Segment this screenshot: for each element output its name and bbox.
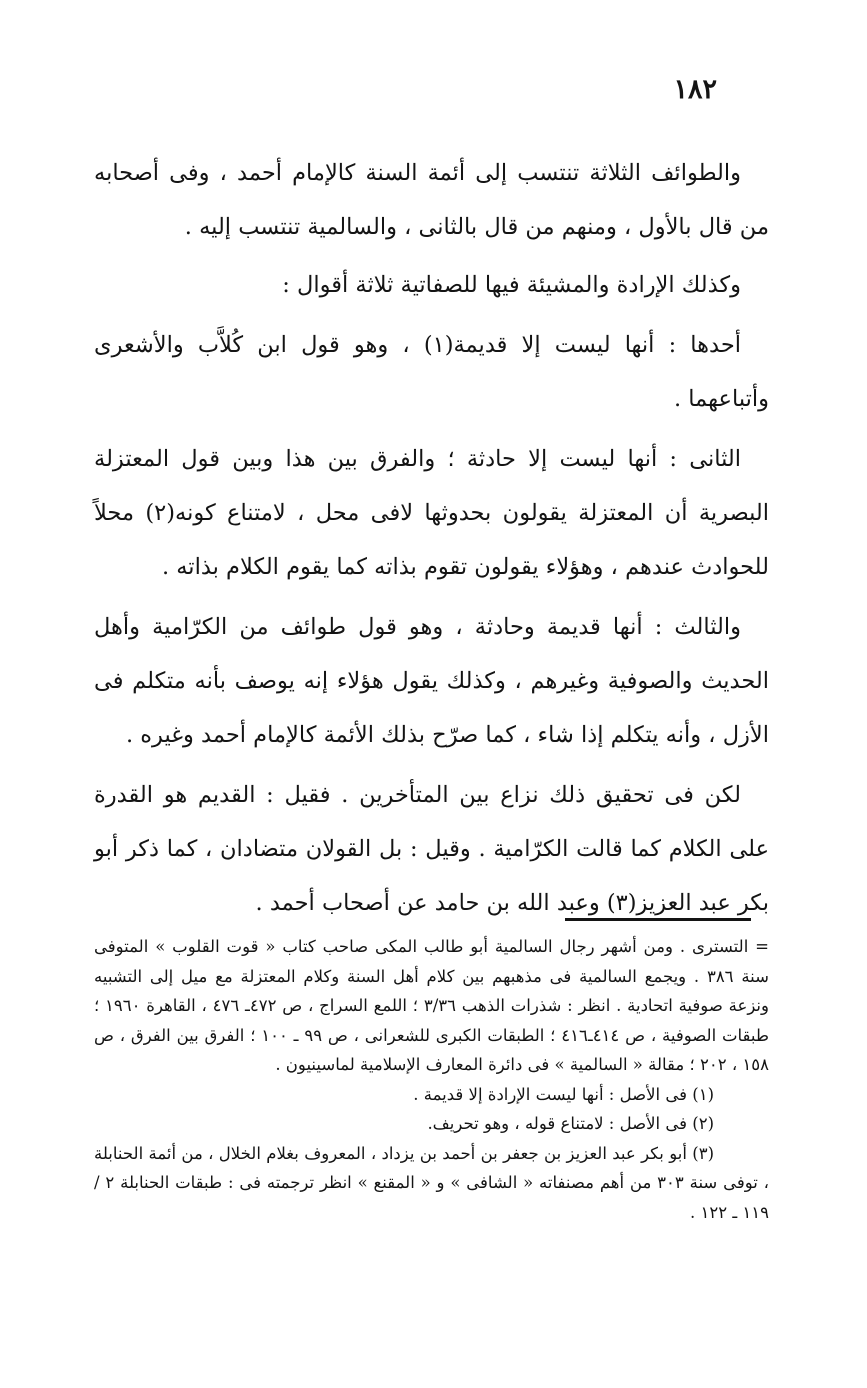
footnote-1: (١) فى الأصل : أنها ليست الإرادة إلا قديمة . — [413, 1084, 714, 1104]
paragraph-will-opinions: وكذلك الإرادة والمشيئة فيها للصفاتية ثلاثة أقوال : — [282, 272, 741, 298]
paragraph-third-opinion: والثالث : أنها قديمة وحادثة ، وهو قول طوائف من الكرّامية وأهل الحديث والصوفية وغيرهم ، وكذلك يقول هؤلاء إنه يوصف بأنه متكلم فى الأزل ، وأنه يتكلم إذا شاء ، كما صرّح بذلك الأئمة كالإمام أحمد وغيره . — [94, 614, 769, 748]
footnote-divider — [565, 918, 751, 921]
paragraph-sects: والطوائف الثلاثة تنتسب إلى أئمة السنة كالإمام أحمد ، وفى أصحابه من قال بالأول ، ومنهم من قال بالثانى ، والسالمية تنتسب إليه . — [94, 160, 769, 240]
paragraph-second-opinion: الثانى : أنها ليست إلا حادثة ؛ والفرق بين هذا وبين قول المعتزلة البصرية أن المعتزلة يقولون بحدوثها لافى محل ، لامتناع كونه(٢) محلاً للحوادث عندهم ، وهؤلاء يقولون تقوم بذاته كما يقوم الكلام بذاته . — [94, 446, 769, 580]
paragraph-first-opinion: أحدها : أنها ليست إلا قديمة(١) ، وهو قول ابن كُلاَّب والأشعرى وأتباعهما . — [94, 332, 769, 412]
paragraph-dispute: لكن فى تحقيق ذلك نزاع بين المتأخرين . فقيل : القديم هو القدرة على الكلام كما قالت الكرّامية . وقيل : بل القولان متضادان ، كما ذكر أبو بكر عبد العزيز(٣) وعبد الله بن حامد عن أصحاب أحمد . — [94, 782, 769, 916]
page-number: ١٨٢ — [673, 74, 717, 105]
footnotes — [94, 932, 769, 1227]
main-text — [94, 146, 769, 936]
footnote-2: (٢) فى الأصل : لامتناع قوله ، وهو تحريف. — [427, 1114, 714, 1133]
footnote-continuation: = التسترى . ومن أشهر رجال السالمية أبو طالب المكى صاحب كتاب « قوت القلوب » المتوفى سنة ٣٨٦ . ويجمع السالمية فى مذهبهم بين كلام أهل السنة وكلام المعتزلة مع ميل إلى التشبيه ونزعة صوفية اتحادية . انظر : شذرات الذهب ٣/٣٦ ؛ اللمع السراج ، ص ٤٧٢ـ ٤٧٦ ، القاهرة ١٩٦٠ ؛ طبقات الصوفية ، ص ٤١٤ـ٤١٦ ؛ الطبقات الكبرى للشعرانى ، ص ٩٩ ـ ١٠٠ ؛ الفرق بين الفرق ، ص ١٥٨ ، ٢٠٢ ؛ مقالة « السالمية » فى دائرة المعارف الإسلامية لماسينيون . — [94, 937, 769, 1074]
footnote-3: (٣) أبو بكر عبد العزيز بن جعفر بن أحمد بن يزداد ، المعروف بغلام الخلال ، من أئمة الحنابلة ، توفى سنة ٣٠٣ من أهم مصنفاته « الشافى » و « المقنع » انظر ترجمته فى : طبقات الحنابلة ٢ / ١١٩ ـ ١٢٢ . — [94, 1143, 770, 1222]
